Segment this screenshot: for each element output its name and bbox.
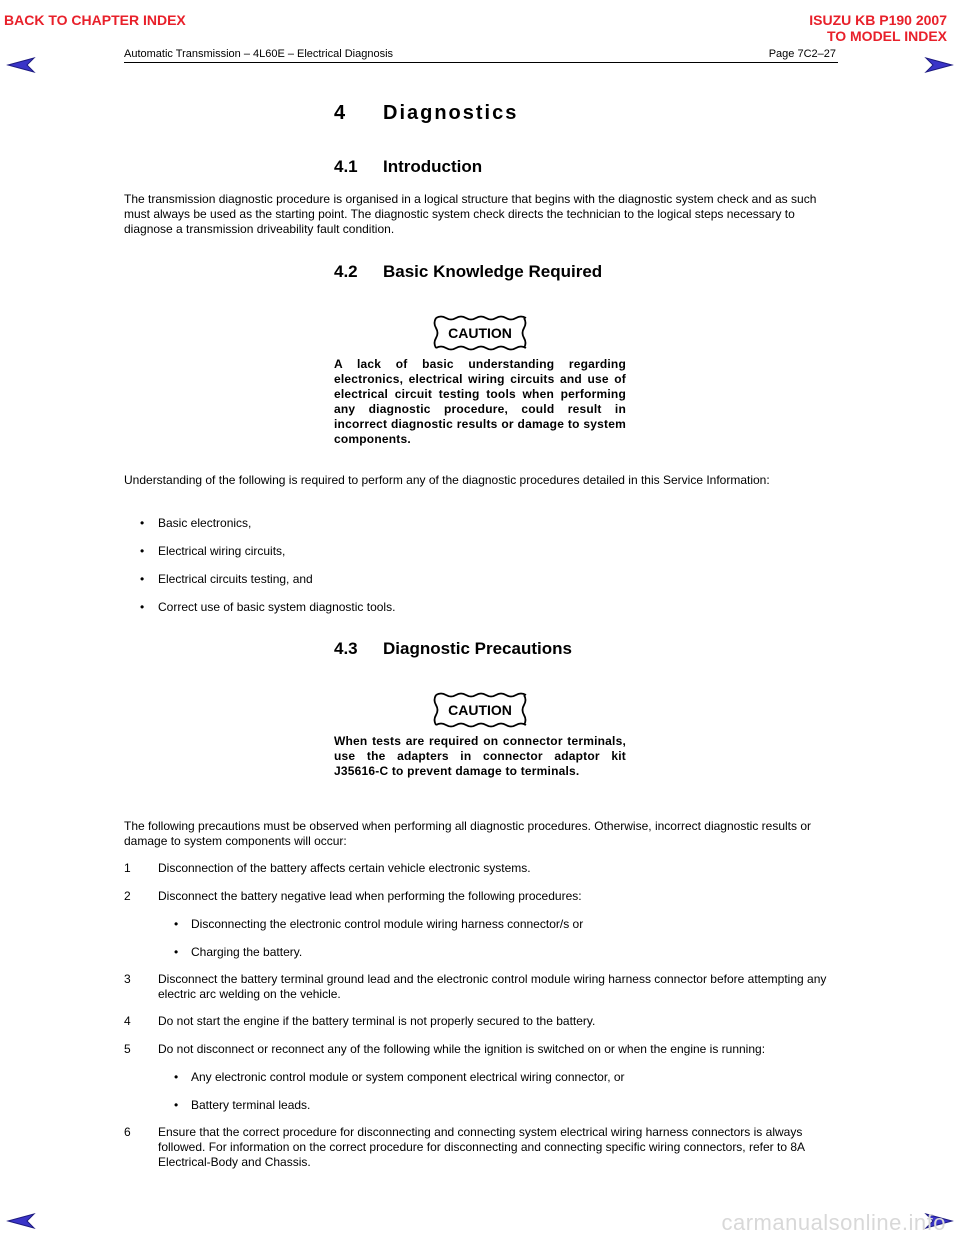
bullet-marker: • — [174, 917, 179, 931]
precaution-item-2: Disconnect the battery negative lead when performing the following procedures: — [158, 889, 582, 903]
model-title: ISUZU KB P190 2007 — [809, 12, 947, 28]
section-4-1-title: Introduction — [383, 157, 483, 176]
model-index-link[interactable] — [809, 12, 947, 44]
header-rule — [124, 62, 838, 63]
knowledge-bullet-1: Basic electronics, — [158, 516, 252, 530]
knowledge-bullet-4: Correct use of basic system diagnostic tools. — [158, 600, 396, 614]
bullet-marker: • — [174, 1070, 179, 1084]
item-2-sub-2: Charging the battery. — [191, 945, 303, 959]
item-number: 6 — [124, 1125, 131, 1139]
item-5-sub-1: Any electronic control module or system component electrical wiring connector, or — [191, 1070, 625, 1084]
bullet-marker: • — [140, 600, 145, 614]
watermark: carmanualsonline.info — [721, 1210, 946, 1235]
section-4-title: Diagnostics — [383, 102, 519, 124]
precautions-intro: The following precautions must be observed when performing all diagnostic procedures. Otherwise, incorrect diagnostic results or damage to system components will occur: — [124, 819, 812, 848]
knowledge-intro: Understanding of the following is required to perform any of the diagnostic procedures detailed in this Service Information: — [124, 473, 770, 487]
running-header-title: Automatic Transmission – 4L60E – Electrical Diagnosis — [124, 48, 394, 60]
section-4-3-number: 4.3 — [334, 639, 358, 658]
section-4-3-title: Diagnostic Precautions — [383, 639, 572, 658]
precaution-item-4: Do not start the engine if the battery terminal is not properly secured to the battery. — [158, 1014, 596, 1028]
caution-label-1: CAUTION — [448, 325, 512, 341]
caution-text-2: When tests are required on connector terminals, use the adapters in connector adaptor kit J35616-C to prevent damage to terminals. — [334, 734, 626, 778]
knowledge-bullet-2: Electrical wiring circuits, — [158, 544, 286, 558]
page-number: Page 7C2–27 — [768, 48, 836, 60]
item-2-sub-1: Disconnecting the electronic control module wiring harness connector/s or — [191, 917, 584, 931]
precaution-item-5: Do not disconnect or reconnect any of the following while the ignition is switched on or when the engine is running: — [158, 1042, 766, 1056]
section-4-number: 4 — [334, 102, 348, 124]
bullet-marker: • — [140, 572, 145, 586]
introduction-paragraph: The transmission diagnostic procedure is organised in a logical structure that begins with the diagnostic system check and as such must always be used as the starting point. The diagnostic system check directs the technician to the logical steps necessary to diagnose a transmission driveability fault condition. — [124, 192, 817, 236]
bullet-marker: • — [174, 945, 179, 959]
back-to-chapter-index-link[interactable]: BACK TO CHAPTER INDEX — [4, 12, 186, 28]
bullet-marker: • — [174, 1098, 179, 1112]
section-4-1-number: 4.1 — [334, 157, 358, 176]
to-model-index-label: TO MODEL INDEX — [826, 28, 947, 44]
section-4-2-number: 4.2 — [334, 262, 358, 281]
caution-text-1: A lack of basic understanding regarding electronics, electrical wiring circuits and use of electrical circuit testing tools when performing any diagnostic procedure, could result in incorrect diagnostic results or damage to system components. — [334, 357, 626, 446]
caution-label-2: CAUTION — [448, 702, 512, 718]
bullet-marker: • — [140, 516, 145, 530]
next-page-arrow-icon[interactable] — [924, 56, 954, 74]
item-number: 1 — [124, 861, 131, 875]
section-4-2-title: Basic Knowledge Required — [383, 262, 603, 281]
bullet-marker: • — [140, 544, 145, 558]
item-number: 2 — [124, 889, 131, 903]
previous-page-arrow-icon[interactable] — [6, 1212, 36, 1230]
precaution-item-3: Disconnect the battery terminal ground lead and the electronic control module wiring harness connector before attempting any electric arc welding on the vehicle. — [158, 972, 827, 1001]
precaution-item-6: Ensure that the correct procedure for disconnecting and connecting system electrical wiring harness connectors is always followed. For information on the correct procedure for disconnecting and connecting specific wiring connectors, refer to 8A Electrical-Body and Chassis. — [158, 1125, 805, 1169]
item-number: 3 — [124, 972, 131, 986]
knowledge-bullet-3: Electrical circuits testing, and — [158, 572, 313, 586]
previous-page-arrow-icon[interactable] — [6, 56, 36, 74]
caution-badge-2 — [433, 692, 527, 728]
item-5-sub-2: Battery terminal leads. — [191, 1098, 311, 1112]
item-number: 4 — [124, 1014, 131, 1028]
item-number: 5 — [124, 1042, 131, 1056]
caution-badge-1 — [433, 315, 527, 351]
precaution-item-1: Disconnection of the battery affects certain vehicle electronic systems. — [158, 861, 531, 875]
